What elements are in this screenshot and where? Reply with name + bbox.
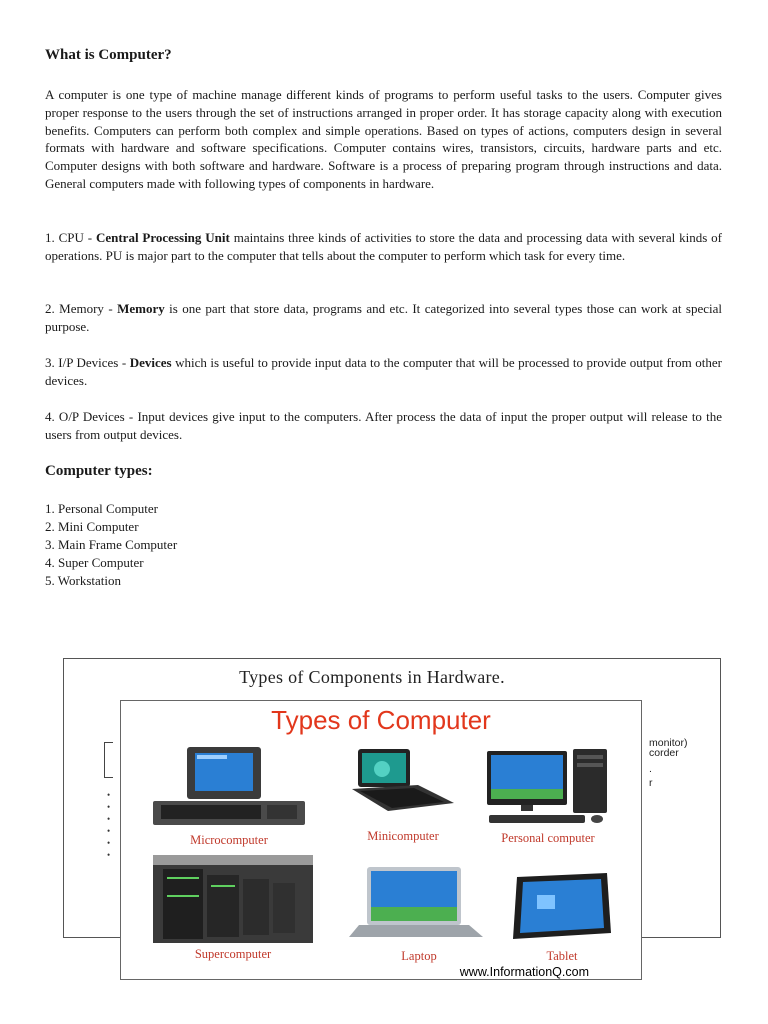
tablet-icon	[507, 869, 617, 945]
computer-types-list	[45, 500, 177, 590]
supercomputer-item	[153, 855, 313, 962]
minicomputer-item	[343, 745, 463, 844]
caption-minicomputer: Minicomputer	[367, 829, 439, 843]
figure-title: Types of Computer	[271, 705, 491, 735]
heading-what-is-computer: What is Computer?	[45, 47, 172, 63]
list-item: 5. Workstation	[45, 573, 121, 588]
caption-microcomputer: Microcomputer	[190, 833, 268, 847]
laptop-icon	[349, 863, 489, 945]
component-memory: 2. Memory - Memory is one part that store data, programs and etc. It categorized into several types those can work at special purpose.	[45, 301, 722, 334]
personal-computer-icon	[483, 745, 613, 827]
component-input-devices: 3. I/P Devices - Devices which is useful to provide input data to the computer that will be processed to provide output from other devices.	[45, 355, 722, 388]
microcomputer-icon	[149, 745, 309, 829]
caption-supercomputer: Supercomputer	[194, 947, 272, 961]
minicomputer-icon	[348, 745, 458, 825]
figure-side-text: monitor) corder . r	[649, 737, 688, 789]
bracket-mark	[104, 742, 113, 778]
list-item: 1. Personal Computer	[45, 501, 159, 516]
caption-laptop: Laptop	[401, 949, 437, 963]
personal-computer-item	[483, 745, 613, 846]
source-url: www.InformationQ.com	[459, 965, 589, 979]
caption-personal-computer: Personal computer	[501, 831, 595, 845]
microcomputer-item	[149, 745, 309, 848]
intro-paragraph: A computer is one type of machine manage different kinds of programs to perform useful tasks to the users. Computer gives proper response to the users through the set of instructions arranged in proper order. It has storage capacity along with execution benefits. Computers can perform both complex and simple operations. Based on types of actions, computers design in several formats with hardware and software specifications. Computer contains wires, transistors, circuits, hardware parts and etc. Computer designs with both software and hardware. Software is a process of preparing program through instructions and data. General computers made with following types of components in hardware.	[45, 87, 722, 191]
caption-tablet: Tablet	[546, 949, 578, 963]
list-item: 2. Mini Computer	[45, 519, 139, 534]
component-cpu: 1. CPU - Central Processing Unit maintains three kinds of activities to store the data and processing data with several kinds of operations. PU is major part to the computer that tells about the computer to perform which task for every time.	[45, 230, 722, 263]
heading-computer-types: Computer types:	[45, 463, 153, 479]
figure-back-title: Types of Components in Hardware.	[239, 667, 505, 687]
types-of-computer-figure	[120, 700, 642, 980]
list-item: 3. Main Frame Computer	[45, 537, 178, 552]
laptop-item	[349, 863, 489, 964]
bullet-dots: • • • • • •	[107, 790, 111, 860]
component-output-devices: 4. O/P Devices - Input devices give input to the computers. After process the data of input the proper output will release to the users from output devices.	[45, 409, 722, 442]
supercomputer-icon	[153, 855, 313, 943]
list-item: 4. Super Computer	[45, 555, 144, 570]
tablet-item	[507, 869, 617, 964]
